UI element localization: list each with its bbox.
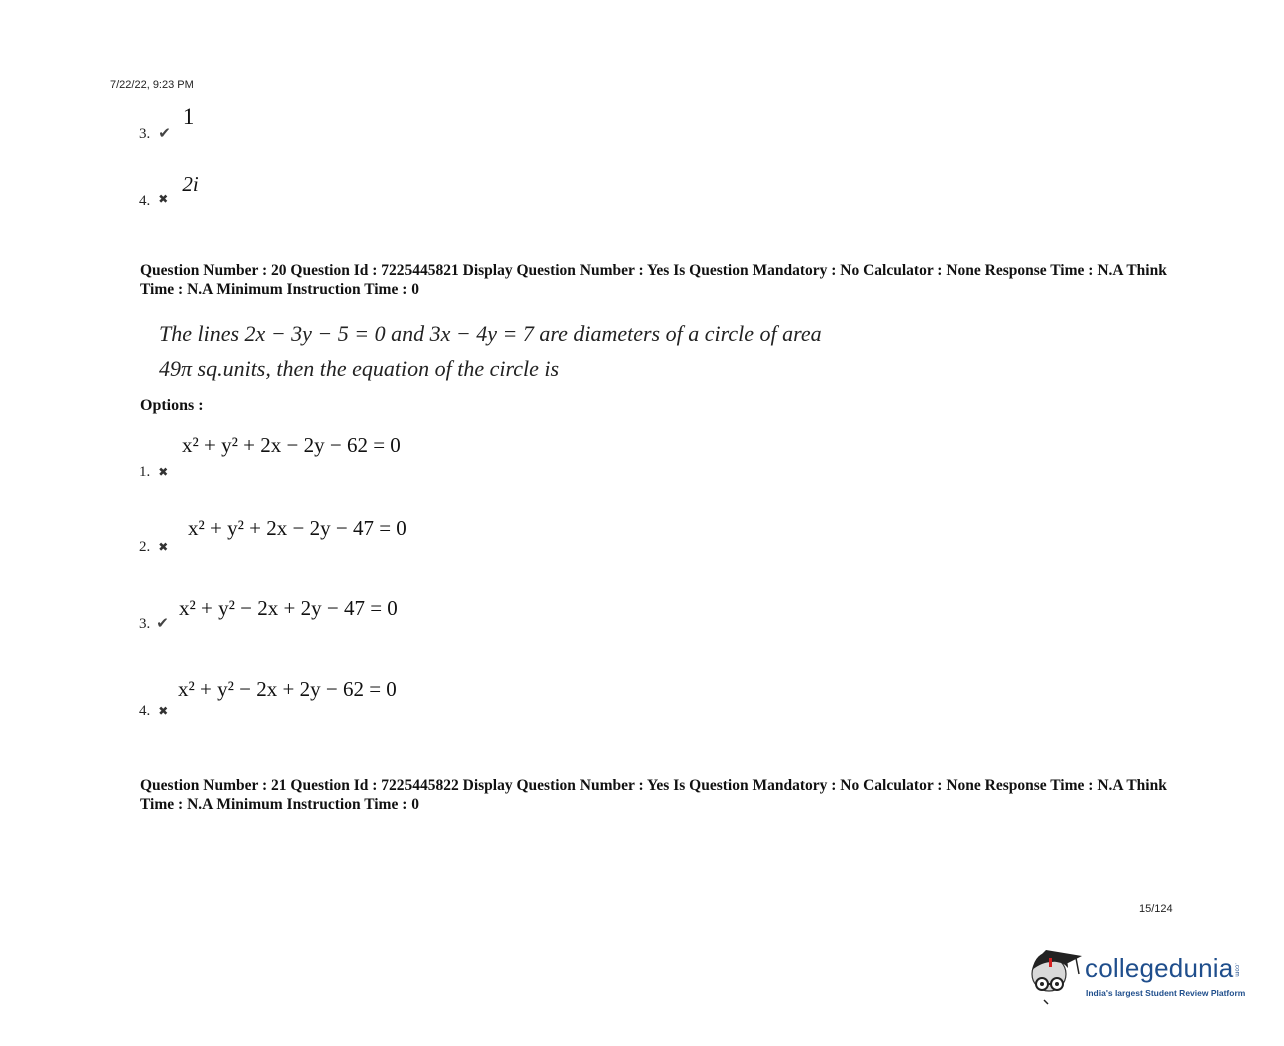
page-number: 15/124 xyxy=(1139,903,1173,915)
mascot-icon xyxy=(1024,940,1086,1006)
question-line-2: 49π sq.units, then the equation of the circle is xyxy=(159,356,560,381)
option-1-equation: x² + y² + 2x − 2y − 62 = 0 xyxy=(182,433,401,457)
logo-tagline: India's largest Student Review Platform xyxy=(1086,988,1246,998)
options-label: Options : xyxy=(140,397,204,414)
correct-check-icon: ✔ xyxy=(156,616,169,632)
prev-option-3 xyxy=(139,104,195,142)
question-20-meta: Question Number : 20 Question Id : 7225445821 Display Question Number : Yes Is Question Mandatory : No Calculator : None Response Time : N.A Think Time : N.A Minimum Instruction Time : 0 xyxy=(140,262,1167,298)
logo-wordmark xyxy=(1085,953,1239,984)
wrong-cross-icon: ✖ xyxy=(158,704,169,718)
logo-name: collegedunia xyxy=(1085,953,1234,983)
option-text: 1 xyxy=(182,104,195,129)
correct-check-icon: ✔ xyxy=(158,126,171,142)
option-2-marker xyxy=(139,538,168,556)
option-3-marker xyxy=(139,614,169,633)
option-number: 4. xyxy=(139,193,151,209)
question-20-text xyxy=(159,316,822,386)
print-timestamp: 7/22/22, 9:23 PM xyxy=(110,79,194,91)
option-number: 1. xyxy=(139,464,151,480)
prev-option-4 xyxy=(139,172,199,209)
wrong-cross-icon: ✖ xyxy=(158,465,169,479)
option-number: 4. xyxy=(139,703,151,719)
question-21-meta: Question Number : 21 Question Id : 7225445822 Display Question Number : Yes Is Question Mandatory : No Calculator : None Response Time : N.A Think Time : N.A Minimum Instruction Time : 0 xyxy=(140,777,1167,813)
logo-suffix: .com xyxy=(1233,963,1240,978)
option-number: 2. xyxy=(139,539,151,555)
wrong-cross-icon: ✖ xyxy=(158,540,169,554)
option-4-marker xyxy=(139,702,168,720)
option-4-equation: x² + y² − 2x + 2y − 62 = 0 xyxy=(178,677,397,701)
option-text: 2i xyxy=(182,172,199,196)
option-3-equation: x² + y² − 2x + 2y − 47 = 0 xyxy=(179,596,398,620)
collegedunia-logo xyxy=(1024,940,1254,1010)
wrong-cross-icon: ✖ xyxy=(158,192,169,206)
option-number: 3. xyxy=(139,126,151,142)
option-2-equation: x² + y² + 2x − 2y − 47 = 0 xyxy=(188,516,407,540)
option-1-marker xyxy=(139,463,168,481)
option-number: 3. xyxy=(139,616,151,632)
question-line-1: The lines 2x − 3y − 5 = 0 and 3x − 4y = 7 are diameters of a circle of area xyxy=(159,321,822,346)
